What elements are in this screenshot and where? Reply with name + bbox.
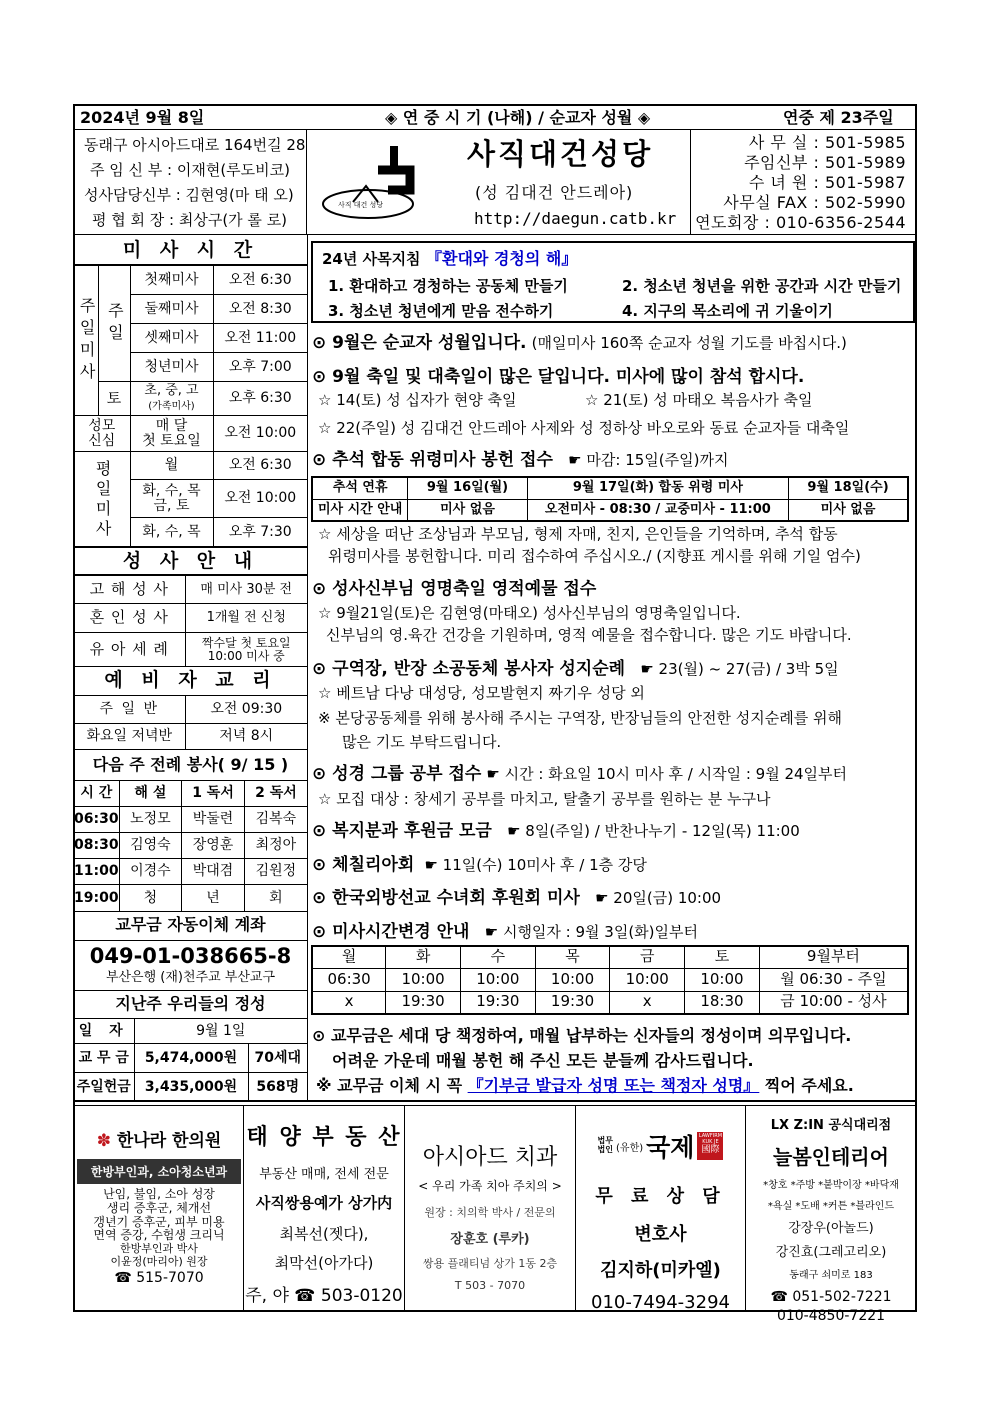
notice-detail: ☛ 마감: 15일(주일)까지 [568,451,729,469]
liturgy-cell: 장영훈 [182,833,245,859]
liturgy-cell: 박대겸 [182,859,245,885]
ad-line: 최복선(젯다), [279,1225,369,1243]
notice-line: ☆ 9월21일(토)은 김현영(마태오) 성사신부님의 영명축일입니다. [318,604,741,622]
schedule-cell: x [312,991,386,1014]
mass-title: 미 사 시 간 [74,236,307,265]
notice-line: ☆ 세상을 떠난 조상님과 부모님, 형제 자매, 친지, 은인들을 기억하며, 추석 합동 [318,525,838,543]
ad-prefix: 법인 [597,1145,614,1154]
ad-name: 국제 [646,1133,695,1162]
contact-label: 연도회장 : [695,213,771,232]
liturgy-cell: 청 [119,885,182,912]
schedule-cell: 19:30 [460,991,535,1014]
ad-line: *창호 *주방 *붙박이장 *바닥재 [763,1180,899,1191]
schedule-cell: 10:00 [610,968,685,991]
ad-line: 면역 증강, 수험생 크리닉 [93,1228,225,1243]
chuseok-cell: 9월 18일(수) [789,477,908,499]
notice-detail: ☛ 시간 : 화요일 10시 미사 후 / 시작일 : 9월 24일부터 [486,765,848,783]
ad-line: 사직쌍용예가 상가内 [255,1194,393,1212]
sacrament-info: 1개월 전 신청 [185,604,307,633]
holy-name: 매 달 [155,417,188,434]
schedule-cell: 목 [535,946,610,968]
notice-heading: ⊙ 9월 축일 및 대축일이 많은 달입니다. 미사에 많이 참석 합시다. [312,367,805,387]
ad-line: 김지하(미카엘) [600,1260,721,1281]
address: 동래구 아시아드대로 164번길 28 [84,136,306,154]
divider [306,130,307,234]
notice-line: ☆ 모집 대상 : 창세기 공부를 마치고, 탈출기 공부를 원하는 분 누구나 [318,790,771,808]
chuseok-cell: 미사 없음 [789,499,908,521]
notice-heading: ⊙ 복지분과 후원금 모금 [312,821,492,841]
schedule-cell: 10:00 [460,968,535,991]
liturgy-header: 시 간 [74,781,119,807]
notice-text: ※ 교무금 이체 시 꼭 [316,1076,463,1095]
mass-time: 오후 7:30 [213,518,307,548]
liturgy-cell: 박둘련 [182,807,245,833]
offering-count: 568명 [248,1073,307,1102]
schedule-cell: 10:00 [386,968,461,991]
ad-line: 생리 증후군, 체개선 [106,1200,212,1215]
notice-line: ☆ 베트남 다낭 대성당, 성모발현지 짜기우 성당 외 [318,684,645,702]
policy-item: 4. 지구의 목소리에 귀 기울이기 [622,302,833,320]
schedule-cell: 금 10:00 - 성사 [759,991,908,1014]
liturgy-cell: 이경수 [119,859,182,885]
liturgy-table [74,780,307,912]
divider [74,234,916,235]
offering-date: 9월 1일 [134,1019,307,1044]
notice-title [312,890,721,907]
weekday-label: 평일미사 [74,452,130,548]
weekday-day: 금, 토 [153,497,190,514]
notice-detail: ☛ 8일(주일) / 반찬나누기 - 12일(목) 11:00 [507,822,800,840]
schedule-cell: 월 06:30 - 주일 [759,968,908,991]
ad-line: 난임, 불임, 소아 성장 [103,1187,215,1201]
notice-heading: ⊙ 구역장, 반장 소공동체 봉사자 성지순례 [312,659,626,679]
offering-count: 70세대 [248,1044,307,1073]
notice-text: 찍어 주세요. [764,1076,854,1095]
schedule-cell: 월 [312,946,386,968]
mass-time: 오전 10:00 [213,480,307,518]
sat-mass-sub: (가족미사) [148,400,195,412]
flower-icon: ✽ [96,1131,111,1151]
church-logo [318,140,438,225]
schedule-cell: x [610,991,685,1014]
notice-title [312,452,728,469]
ad-line: 한방부인과 박사 [120,1242,198,1256]
notice-line: 많은 기도 부탁드립니다. [342,733,502,751]
council: 평 협 회 장 : 최상구(가 롤 로) [92,211,288,229]
notice-heading: ⊙ 추석 합동 위령미사 봉헌 접수 [312,450,553,470]
holy-label: 성모 [88,417,116,434]
notice-detail: ☛ 시행일자 : 9월 3일(화)일부터 [484,923,698,941]
chuseok-cell: 미사 없음 [408,499,527,521]
contact-number: 010-6356-2544 [775,213,906,232]
class-name: 주 일 반 [74,696,185,723]
mass-name: 셋째미사 [130,324,213,353]
ad-prefix: (유한) [616,1142,644,1154]
notice-detail: ☛ 11일(수) 10미사 후 / 1층 강당 [424,856,647,874]
policy-item: 3. 청소년 청년에게 맏음 전수하기 [328,302,554,320]
chuseok-cell: 9월 16일(월) [408,477,527,499]
mass-name: 둘째미사 [130,295,213,324]
ad-dental [405,1106,575,1312]
notice-line: 어려운 가운데 매월 봉헌 해 주신 모든 분들께 감사드립니다. [332,1051,754,1070]
notice-line: ※ 본당공동체를 위해 봉사해 주시는 구역장, 반장님들의 안전한 성지순례를 위해 [318,709,842,727]
sacrament-info: 10:00 미사 중 [207,648,285,663]
notice-heading: ⊙ 성사신부님 영명축일 영적예물 접수 [312,579,597,599]
ad-line: 강장우(아놀드) [788,1221,874,1236]
schedule-cell: 06:30 [312,968,386,991]
weekday-day: 월 [130,452,213,480]
mass-time: 오전 6:30 [213,452,307,480]
sacrament-table [74,575,307,667]
ad-address: 쌍용 플래티넘 상가 1동 2층 [422,1257,558,1270]
contact-number: 501-5985 [824,133,906,152]
contact-number: 501-5987 [824,173,906,192]
sunday-label: 주일미사 [74,266,98,416]
offering-amount: 3,435,000원 [134,1073,248,1102]
assistant: 성사담당신부 : 김현영(마 태 오) [84,186,294,204]
notice-line: ⊙ 교무금은 세대 당 책정하여, 매월 납부하는 신자들의 정성이며 의무입니다. [312,1026,852,1045]
ad-hanara [75,1106,243,1312]
notice-line [316,1078,854,1094]
schedule-cell: 9월부터 [759,946,908,968]
season: ◈ 연 중 시 기 (나해) / 순교자 성월 ◈ [385,108,651,127]
policy-item: 1. 환대하고 경청하는 공동체 만들기 [328,277,568,295]
policy-item: 2. 청소년 청년을 위한 공간과 시간 만들기 [622,277,902,295]
liturgy-time: 08:30 [74,833,119,859]
ad-lawfirm [576,1106,745,1312]
notice-line: ☆ 22(주일) 성 김대건 안드레아 사제와 성 정하상 바오로와 동료 순교자들 대축일 [318,419,850,437]
ad-interior [746,1106,916,1324]
ad-doctor: 장훈호 (루카) [450,1232,530,1247]
contact-label: 사무실 FAX : [723,193,820,212]
contact-row [694,155,906,171]
contact-label: 사 무 실 : [748,133,820,152]
ad-line: 이윤정(마리아) 원장 [110,1254,208,1268]
liturgy-title: 다음 주 전례 봉사( 9/ 15 ) [92,755,289,774]
offering-date-label: 일 자 [74,1019,134,1044]
website-url[interactable]: http://daegun.catb.kr [474,209,677,228]
divider [74,129,916,130]
holy-label: 신심 [88,432,116,449]
notice-title [312,369,804,386]
liturgy-time: 19:00 [74,885,119,912]
notice-heading: ⊙ 체칠리아회 [312,855,415,875]
schedule-cell: 10:00 [685,968,760,991]
weekday-day: 화, 수, 목 [142,482,201,499]
notice-heading: ⊙ 미사시간변경 안내 [312,922,470,942]
ad-line: 무 료 상 담 [595,1186,726,1207]
ad-taeyang [244,1106,404,1312]
contact-number: 501-5989 [824,153,906,172]
holy-name: 첫 토요일 [142,432,201,449]
policy-title: 『환대와 경청의 해』 [426,249,578,268]
ad-phone: 010-4850-7221 [776,1308,886,1324]
notice-title [312,661,839,678]
contact-row [694,135,906,151]
liturgy-cell: 회 [244,885,307,912]
offering-table [74,1018,307,1102]
contact-row [694,195,906,211]
transfer-title: 교무금 자동이체 계좌 [115,915,266,934]
chuseok-cell: 미사 시간 안내 [312,499,408,521]
mass-name: 첫째미사 [130,266,213,295]
schedule-cell: 19:30 [386,991,461,1014]
policy-title-prefix: 24년 사목지침 [322,250,421,268]
ad-phone: ☎ 051-502-7221 [770,1289,892,1305]
contact-label: 수 녀 원 : [748,173,820,192]
ad-line: 강진효(그레고리오) [775,1245,887,1260]
ad-line: 최막선(아가다) [274,1254,374,1272]
liturgy-time: 06:30 [74,807,119,833]
contact-number: 502-5990 [824,193,906,212]
notice-title [312,823,800,840]
schedule-cell: 18:30 [685,991,760,1014]
liturgy-header: 1 독서 [182,781,245,807]
mass-table [74,265,307,548]
ad-name: 늘봄인테리어 [773,1145,889,1169]
badge-text: KUK JE [702,1139,719,1145]
ad-line: 갱년기 증후군, 피부 미용 [93,1214,225,1229]
account-number: 049-01-038665-8 [89,944,292,968]
notice-detail: (매일미사 160쪽 순교자 성월 기도를 바칩시다.) [531,334,847,352]
mass-time: 오후 7:00 [213,353,307,382]
ad-line: *욕실 *도배 *커튼 *블라인드 [767,1201,895,1212]
sacrament-info: 짝수달 첫 토요일 [201,635,291,650]
schedule-table [311,945,909,1015]
divider [690,130,691,234]
sat-short: 토 [98,382,130,416]
ad-line: 변호사 [634,1224,687,1245]
notice-heading: ⊙ 한국외방선교 수녀회 후원회 미사 [312,888,580,908]
date: 2024년 9월 8일 [80,108,205,127]
schedule-cell: 금 [610,946,685,968]
ad-line: 동래구 쇠미로 183 [789,1270,873,1281]
notice-heading: ⊙ 성경 그룹 공부 접수 [312,764,482,784]
catechumen-title: 예 비 자 교 리 [74,666,307,696]
mass-time: 오전 6:30 [213,266,307,295]
class-time: 오전 09:30 [185,696,307,723]
ad-line: 부동산 매매, 전세 전문 [259,1167,389,1182]
pastor: 주 임 신 부 : 이재현(루도비코) [90,161,290,179]
notice-line: ☆ 14(토) 성 십자가 현양 축일 [318,391,517,409]
weekday-day: 화, 수, 목 [130,518,213,548]
patron: (성 김대건 안드레아) [475,183,634,202]
chuseok-cell: 추석 연휴 [312,477,408,499]
notice-title [312,924,698,941]
ad-phone: 010-7494-3294 [591,1292,730,1313]
sacrament-title: 성 사 안 내 [74,546,307,575]
bank-name: 부산은행 (재)천주교 부산교구 [105,970,276,985]
schedule-cell: 10:00 [535,968,610,991]
divider [74,1100,916,1102]
liturgy-header: 2 독서 [244,781,307,807]
divider [74,990,307,991]
contact-row [694,215,906,231]
divider [74,940,307,941]
mass-time: 오전 8:30 [213,295,307,324]
offering-name: 주일헌금 [74,1073,134,1102]
schedule-cell: 19:30 [535,991,610,1014]
class-time: 저녁 8시 [185,723,307,749]
chuseok-table [311,476,909,522]
sat-mass-name: 초, 중, 고 [144,383,199,399]
ad-phone: 주, 야 ☎ 503-0120 [245,1286,403,1306]
schedule-cell: 토 [685,946,760,968]
contact-row [694,175,906,191]
notice-title [312,581,596,598]
column-divider [307,235,308,1101]
offering-name: 교 무 금 [74,1044,134,1073]
chuseok-cell: 오전미사 - 08:30 / 교중미사 - 11:00 [527,499,788,521]
ad-phone: ☎ 515-7070 [114,1270,204,1287]
notice-heading: ⊙ 9월은 순교자 성월입니다. [312,333,527,353]
ad-line: 원장 : 치의학 박사 / 전문의 [424,1206,556,1219]
liturgy-header: 해 설 [119,781,182,807]
sacrament-name: 고 해 성 사 [74,576,185,604]
ad-top: LX Z:IN 공식대리점 [770,1118,892,1133]
badge-text: LAWFIRM [698,1133,723,1139]
liturgy-cell: 최정아 [244,833,307,859]
ad-name: 한나라 한의원 [116,1131,222,1151]
ad-prefix: 법무 [597,1136,614,1146]
notice-detail: ☛ 23(월) ~ 27(금) / 3박 5일 [640,660,839,678]
sacrament-info: 매 미사 30분 전 [185,576,307,604]
schedule-cell: 화 [386,946,461,968]
logo-text: 사직 대건 성당 [338,201,384,209]
ad-phone: T 503 - 7070 [454,1279,526,1292]
catechumen-table [74,696,307,750]
notice-line: 신부님의 영.육간 건강을 기원하며, 영적 예물을 접수합니다. 많은 기도 바랍니다. [326,626,852,644]
liturgy-cell: 노정모 [119,807,182,833]
offering-title: 지난주 우리들의 정성 [115,994,266,1013]
notice-line: ☆ 21(토) 성 마태오 복음사가 축일 [585,391,813,409]
notice-title [312,335,847,352]
notice-detail: ☛ 20일(금) 10:00 [595,889,722,907]
mass-time: 오전 10:00 [213,416,307,452]
liturgy-cell: 김복숙 [244,807,307,833]
liturgy-cell: 김원정 [244,859,307,885]
notice-line: 위령미사를 봉헌합니다. 미리 접수하여 주십시오./ (지향표 게시를 위해 기일 엄수) [328,547,861,565]
liturgy-cell: 김영숙 [119,833,182,859]
ad-name: 아시아드 치과 [422,1145,558,1170]
church-name: 사직대건성당 [467,137,654,171]
ad-band: 한방부인과, 소아청소년과 [77,1159,241,1184]
sacrament-name: 혼 인 성 사 [74,604,185,633]
ad-slogan: < 우리 가족 치아 주치의 > [418,1179,562,1193]
mass-name: 청년미사 [130,353,213,382]
notice-title [312,766,847,783]
chuseok-cell: 9월 17일(화) 합동 위령 미사 [527,477,788,499]
ad-name: 태 양 부 동 산 [246,1125,402,1150]
lawfirm-badge [697,1132,723,1160]
notice-title [312,857,647,874]
sacrament-name: 유 아 세 례 [74,633,185,667]
week: 연중 제 23주일 [783,108,894,127]
liturgy-cell: 년 [182,885,245,912]
mass-time: 오전 11:00 [213,324,307,353]
schedule-cell: 수 [460,946,535,968]
contact-label: 주임신부 : [744,153,820,172]
notice-highlight: 『기부금 발급자 성명 또는 책정자 성명』 [467,1076,760,1095]
badge-text: 國際 [701,1145,720,1155]
mass-time: 오후 6:30 [213,382,307,416]
class-name: 화요일 저녁반 [74,723,185,749]
liturgy-time: 11:00 [74,859,119,885]
offering-amount: 5,474,000원 [134,1044,248,1073]
sun-short: 주일 [98,266,130,382]
